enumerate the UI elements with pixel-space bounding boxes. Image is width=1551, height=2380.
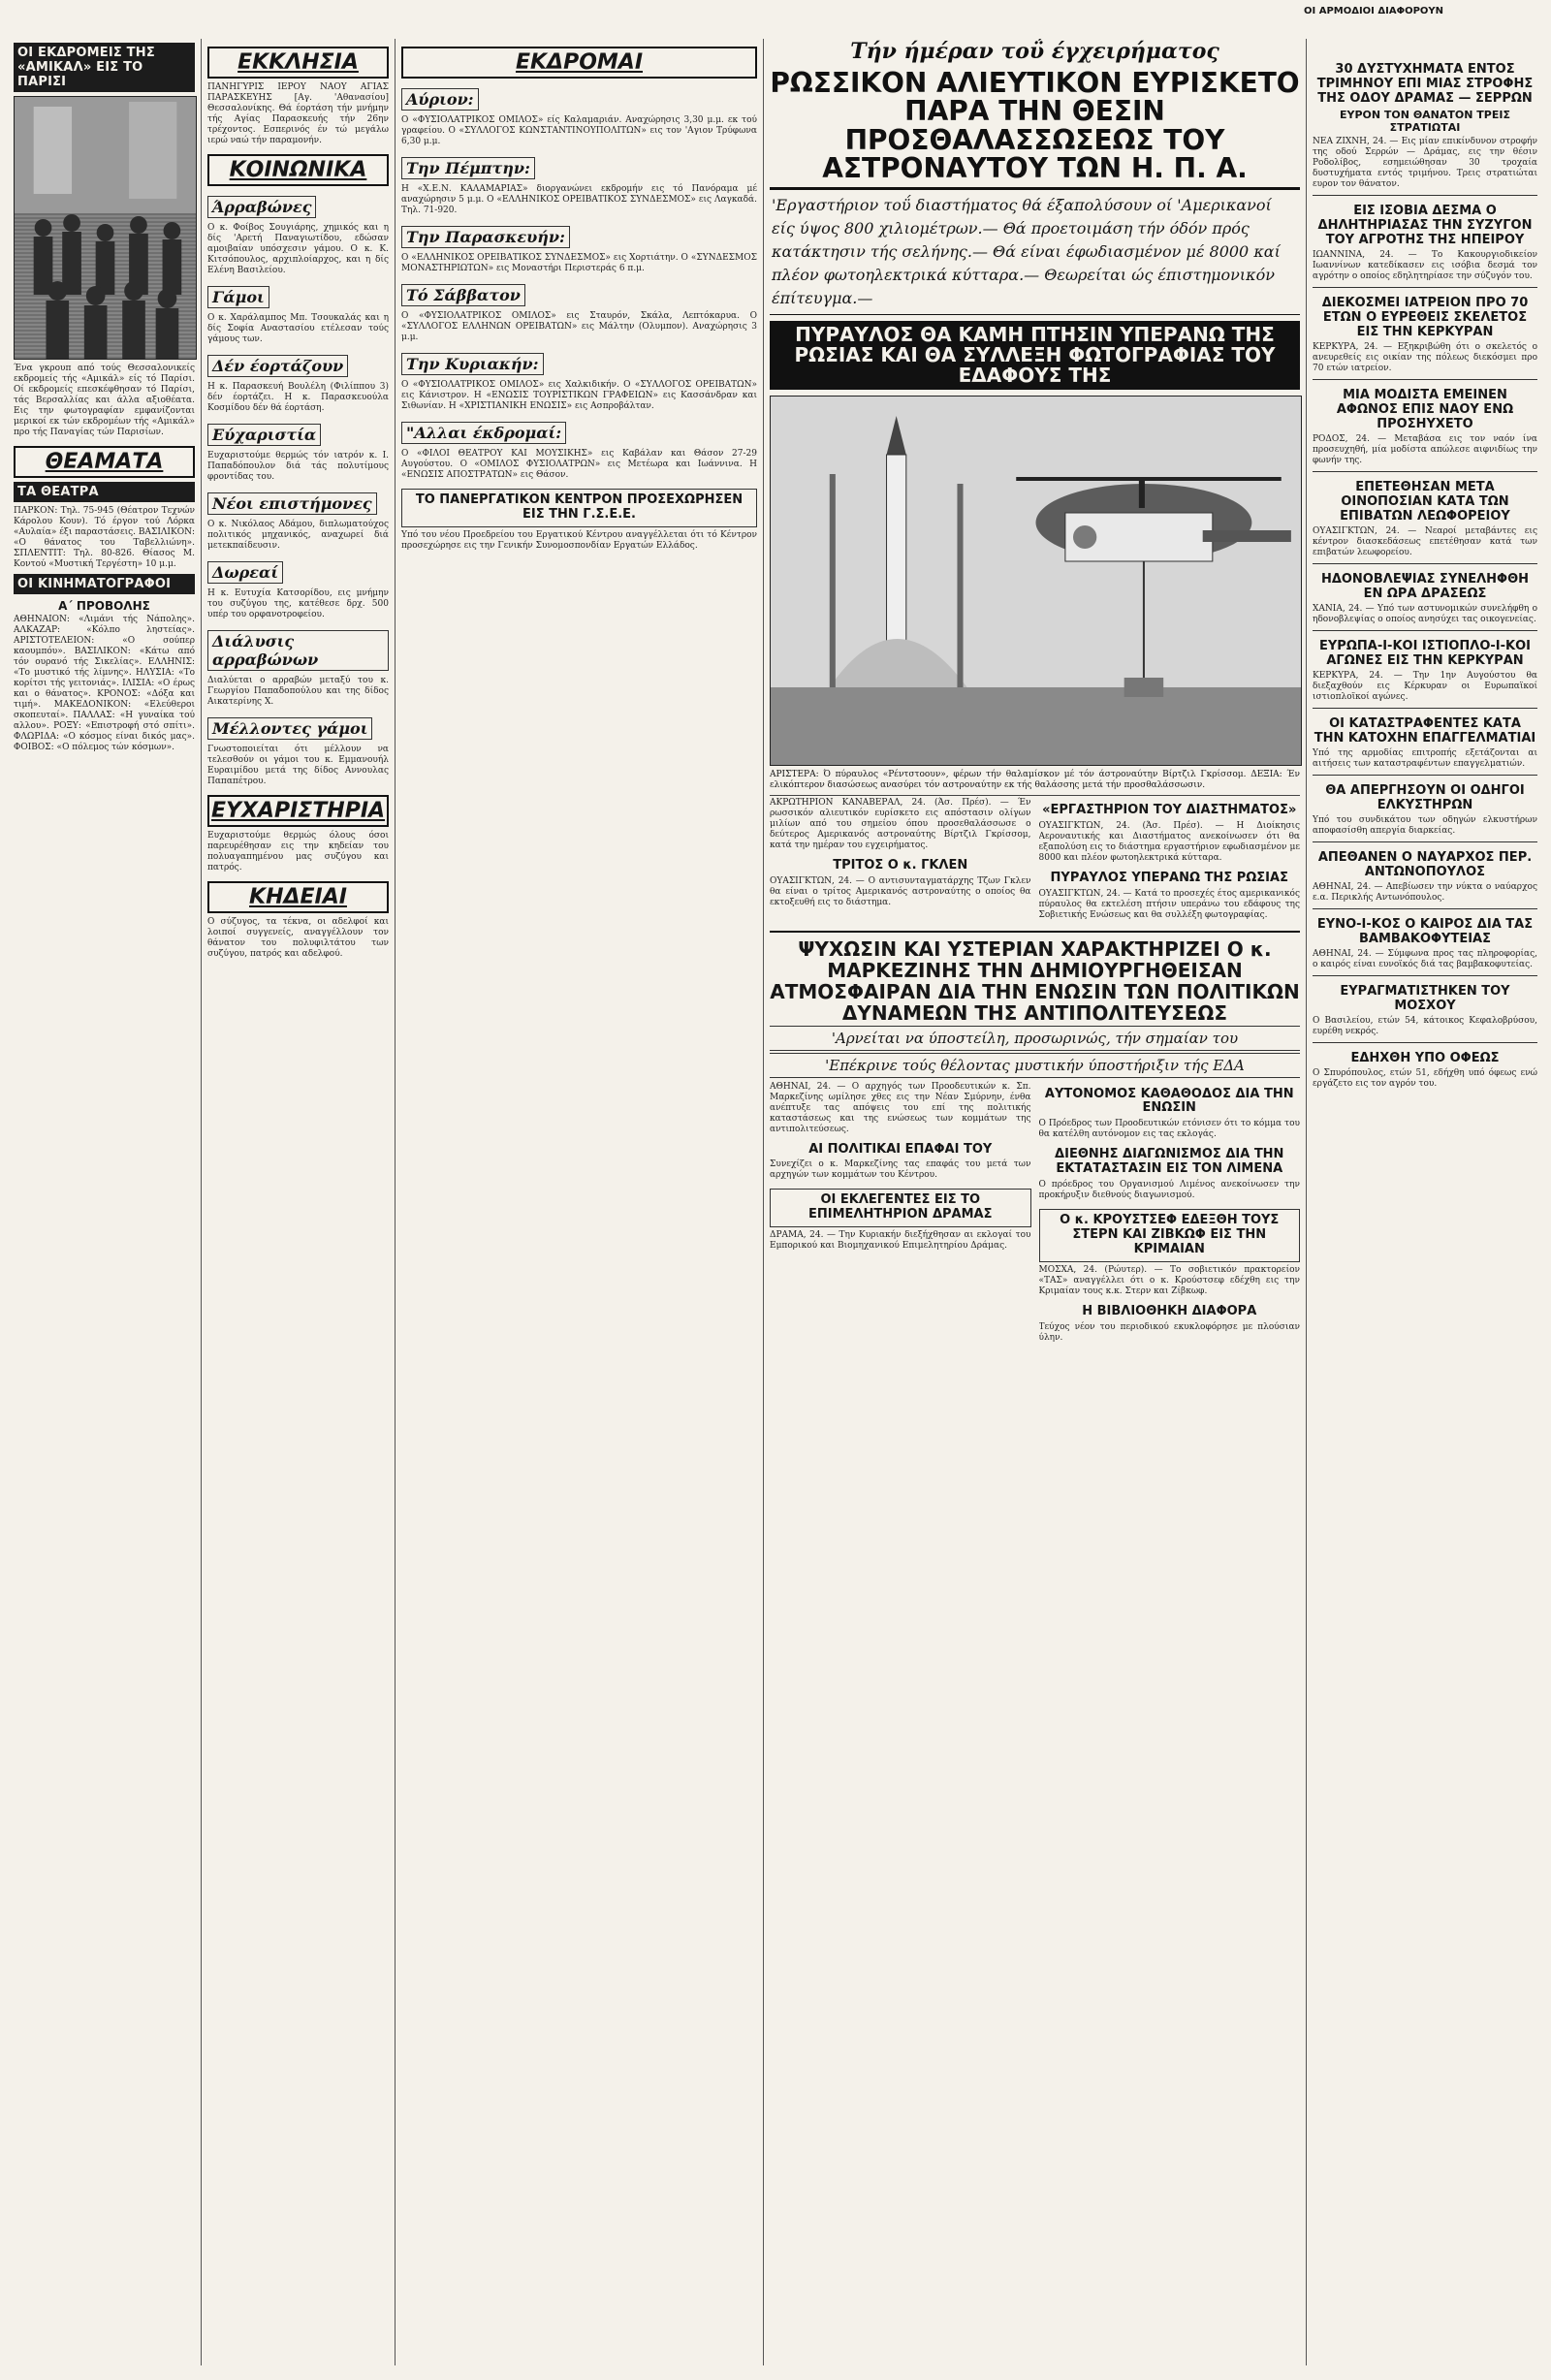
markezinis-deck-2: 'Επέκρινε τούς θέλοντας μυστικήν ύποστήριξιν τής ΕΔΑ [770,1053,1300,1078]
tomorrow-text: Ο «ΦΥΣΙΟΛΑΤΡΙΚΟΣ ΟΜΙΛΟΣ» είς Καλαμαριάν. Αναχώρησις 3,30 μ.μ. εκ τού γραφείου. Ο «ΣΥΛΛΟΓΟΣ ΚΩΝΣΤΑΝΤΙΝΟΥΠΟΛΙΤΩΝ» εις τον 'Αγιον Τρύφωνα 6,30 μ.μ. [401,115,757,146]
elected-chamber-story: ΔΡΑΜΑ, 24. — Την Κυριακήν διεξήχθησαν αι εκλογαί του Εμπορικού και Βιομηχανικού Επιμελητηρίου Δράμας. [770,1230,1031,1252]
column-2 [202,39,396,2365]
skeleton-story: ΚΕΡΚΥΡΑ, 24. — Εξηκριβώθη ότι ο σκελετός ο ανευρεθείς εις οικίαν της πόλεως διεκόσμει προ 70 ετών ιατρείον. [1313,342,1537,373]
tractor-strike-story: Υπό του συνδικάτου των οδηγών ελκυστήρων αποφασίσθη απεργία διαρκείας. [1313,815,1537,836]
new-scientists-text: Ο κ. Νικόλαος Αδάμου, διπλωματούχος πολιτικός μηχανικός, αναχωρεί διά μετεκπαίδευσιν. [207,520,389,551]
labour-centre-headline: ΤΟ ΠΑΝΕΡΓΑΤΙΚΟΝ ΚΕΝΤΡΟΝ ΠΡΟΣΕΧΩΡΗΣΕΝ ΕΙΣ ΤΗΝ Γ.Σ.Ε.Ε. [401,489,757,527]
column-5 [1307,39,1543,2365]
future-weddings-text: Γνωστοποιείται ότι μέλλουν να τελεσθούν οι γάμοι του κ. Εμμανουήλ Ευραιμίδου μετά της δίδος Αννουλας Παπαπέτρου. [207,745,389,786]
theamata-title: ΘΕΑΜΑΤΑ [14,446,195,478]
library-story: Τεύχος νέον του περιοδικού εκυκλοφόρησε με πλούσιαν ύλην. [1038,1322,1300,1344]
skeleton-headline: ΔΙΕΚΟΣΜΕΙ ΙΑΤΡΕΙΟΝ ΠΡΟ 70 ΕΤΩΝ Ο ΕΥΡΕΘΕΙΣ ΣΚΕΛΕΤΟΣ ΕΙΣ ΤΗΝ ΚΕΡΚΥΡΑΝ [1321,296,1529,339]
accidents-headline: 30 ΔΥΣΤΥΧΗΜΑΤΑ ΕΝΤΟΣ ΤΡΙΜΗΝΟΥ ΕΠΙ ΜΙΑΣ ΣΤΡΟΦΗΣ ΤΗΣ ΟΔΟΥ ΔΡΑΜΑΣ — ΣΕΡΡΩΝ [1316,62,1534,106]
snakebite-story: Ο Σπυρόπουλος, ετών 51, εδήχθη υπό όφεως ενώ εργάζετο εις τον αγρόν του. [1313,1068,1537,1089]
thanks-heading: Εύχαριστία [207,424,321,446]
political-contacts-headline: ΑΙ ΠΟΛΙΤΙΚΑΙ ΕΠΑΦΑΙ ΤΟΥ [808,1141,993,1157]
elected-chamber-headline: ΟΙ ΕΚΛΕΓΕΝΤΕΣ ΕΙΣ ΤΟ ΕΠΙΜΕΛΗΤΗΡΙΟΝ ΔΡΑΜΑΣ [770,1189,1031,1227]
donations-text: Η κ. Ευτυχία Κατσορίδου, εις μνήμην του συζύγου της, κατέθεσε δρχ. 500 υπέρ του ορφανοτροφείου. [207,588,389,619]
thursday-heading: Την Πέμπτην: [401,157,535,179]
engagements-text: Ο κ. Φοίβος Σουγιάρης, χημικός και η δίς 'Αρετή Παναγιωτίδου, εδώσαν αμοιβαίαν υπόσχεσιν γάμου. Ο κ. Κ. Κιτσόπουλος, αρχιπλοίαρχος, και η δίς Ελένη Βασιλείου. [207,223,389,275]
khrushchev-story: ΜΟΣΧΑ, 24. (Ρώυτερ). — Το σοβιετικόν πρακτορείον «ΤΑΣ» αναγγέλλει ότι ο κ. Κρούστσεφ εδέχθη εις την Κριμαίαν τους κ.κ. Στερν και Ζίβκωφ. [1038,1265,1300,1297]
accidents-subheadline: ΕΥΡΟΝ ΤΟΝ ΘΑΝΑΤΟΝ ΤΡΕΙΣ ΣΤΡΑΤΙΩΤΑΙ [1340,109,1510,134]
theatra-heading: ΤΑ ΘΕΑΤΡΑ [14,482,195,502]
cinemas-heading: ΟΙ ΚΙΝΗΜΑΤΟΓΡΑΦΟΙ [14,574,195,594]
professionals-headline: ΟΙ ΚΑΤΑΣΤΡΑΦΕΝΤΕΣ ΚΑΤΑ ΤΗΝ ΚΑΤΟΧΗΝ ΕΠΑΓΓΕΛΜΑΤΙΑΙ [1314,716,1536,746]
group-photo-illustration [15,97,196,359]
thursday-text: Η «Χ.Ε.Ν. ΚΑΛΑΜΑΡΙΑΣ» διοργανώνει εκδρομήν εις τό Πανόραμα μέ αναχώρησιν 5 μ.μ. Ο «ΕΛΛΗΝΙΚΟΣ ΟΡΕΙΒΑΤΙΚΟΣ ΣΥΝΔΕΣΜΟΣ» εις Λαγκαδά. Τηλ. 71-920. [401,184,757,215]
library-headline: Η ΒΙΒΛΙΟΘΗΚΗ ΔΙΑΦΟΡΑ [1082,1304,1257,1319]
new-scientists-heading: Νέοι επιστήμονες [207,492,377,515]
rocket-helicopter-photo [770,396,1302,766]
space-stories-row [770,796,1300,925]
rocket-over-russia-story: ΟΥΑΣΙΓΚΤΩΝ, 24. — Κατά το προσεχές έτος αμερικανικός πύραυλος θα εκτελέση πτήσιν υπεράνω του εδάφους της Σοβιετικής Ενώσεως και θα συλλέξη φωτογραφίας. [1038,888,1300,920]
weddings-heading: Γάμοι [207,286,269,308]
second-headline: ΠΥΡΑΥΛΟΣ ΘΑ ΚΑΜΗ ΠΤΗΣΙΝ ΥΠΕΡΑΝΩ ΤΗΣ ΡΩΣΙΑΣ ΚΑΙ ΘΑ ΣΥΛΛΕΞΗ ΦΩΤΟΓΡΑΦΙΑΣ ΤΟΥ ΕΔΑΦΟΥΣ ΤΗΣ [770,321,1300,390]
weather-headline: ΕΥΝΟ-Ι-ΚΟΣ Ο ΚΑΙΡΟΣ ΔΙΑ ΤΑΣ ΒΑΜΒΑΚΟΦΥΤΕΙΑΣ [1316,917,1534,946]
life-sentence-headline: ΕΙΣ ΙΣΟΒΙΑ ΔΕΣΜΑ Ο ΔΗΛΗΤΗΡΙΑΣΑΣ ΤΗΝ ΣΥΖΥΓΟΝ ΤΟΥ ΑΓΡΟΤΗΣ ΤΗΣ ΗΠΕΙΡΟΥ [1317,204,1533,247]
efxaristiria-text: Ευχαριστούμε θερμώς όλους όσοι παρευρέθησαν εις την κηδείαν του πολυαγαπημένου μας συζύγου και πατρός. [207,831,389,873]
rocket-helicopter-illustration [771,397,1301,765]
autonomous-story: Ο Πρόεδρος των Προοδευτικών ετόνισεν ότι το κόμμα του θα κατέλθη αυτόνομον εις τας εκλογάς. [1038,1119,1300,1140]
friday-heading: Την Παρασκευήν: [401,226,570,248]
weddings-text: Ο κ. Χαράλαμπος Μπ. Τσουκαλάς και η δίς Σοφία Αναστασίου ετέλεσαν τούς γάμους των. [207,313,389,344]
theatra-listing: ΠΑΡΚΟΝ: Τηλ. 75-945 (Θέατρον Τεχνών Κάρολου Κουν). Τό έργον τού Λόρκα «Αυλαία» έξι παραστάσεις. ΒΑΣΙΛΙΚΟΝ: «Ο θάνατος του Ταβελλιώνη». ΣΠΛΕΝΤΙΤ: Τηλ. 80-826. Θίασος Μ. Κοντού «Μυστική Τεργέστη» 10 μ.μ. [14,506,195,569]
engagements-heading: Άρραβώνες [207,196,316,218]
markezinis-deck-1: 'Αρνείται να ύποστείλη, προσωρινώς, τήν σημαίαν του [770,1026,1300,1051]
koinonika-title: ΚΟΙΝΩΝΙΚΑ [207,154,389,186]
political-contacts-story: Συνεχίζει ο κ. Μαρκεζίνης τας επαφάς του μετά των αρχηγών των κομμάτων του Κέντρου. [770,1159,1031,1181]
tomorrow-heading: Αύριον: [401,88,479,111]
moschos-headline: ΕΥΡΑΓΜΑΤΙΣΤΗΚΕΝ ΤΟΥ ΜΟΣΧΟΥ [1340,984,1510,1013]
newspaper-page [8,39,1543,2365]
professionals-story: Υπό της αρμοδίας επιτροπής εξετάζονται αι αιτήσεις των καταστραφέντων επαγγελματιών. [1313,748,1537,769]
main-headline: ΡΩΣΣΙΚΟΝ ΑΛΙΕΥΤΙΚΟΝ ΕΥΡΙΣΚΕΤΟ ΠΑΡΑ ΤΗΝ ΘΕΣΙΝ ΠΡΟΣΘΑΛΑΣΣΩΣΕΩΣ ΤΟΥ ΑΣΤΡΟΝΑΥΤΟΥ ΤΩΝ Η. Π. Α. [770,69,1300,190]
sunday-heading: Την Κυριακήν: [401,353,544,375]
sailing-story: ΚΕΡΚΥΡΑ, 24. — Την 1ην Αυγούστου θα διεξαχθούν εις Κέρκυραν οι Ευρωπαϊκοί ιστιοπλοϊκοί αγώνες. [1313,671,1537,702]
labour-centre-text: Υπό του νέου Προεδρείου του Εργατικού Κέντρου αναγγέλλεται ότι τό Κέντρον προσεχώρησε εις την Γενικήν Συνομοσπονδίαν Εργατών Ελλάδος. [401,529,757,551]
bus-attack-headline: ΕΠΕΤΕΘΗΣΑΝ ΜΕΤΑ ΟΙΝΟΠΟΣΙΑΝ ΚΑΤΑ ΤΩΝ ΕΠΙΒΑΤΩΝ ΛΕΩΦΟΡΕΙΟΥ [1340,480,1510,524]
seamstress-headline: ΜΙΑ ΜΟΔΙΣΤΑ ΕΜΕΙΝΕΝ ΑΦΩΝΟΣ ΕΠΙΣ ΝΑΟΥ ΕΝΩ ΠΡΟΣΗΥΧΕΤΟ [1336,388,1514,431]
life-sentence-story: ΙΩΑΝΝΙΝΑ, 24. — Το Κακουργιοδικείον Ιωαννίνων κατεδίκασεν εις ισόβια δεσμά τον αγρότην ο οποίος εδηλητηρίασε την σύζυγόν του. [1313,250,1537,281]
weather-story: ΑΘΗΝΑΙ, 24. — Σύμφωνα προς τας πληροφορίας, ο καιρός είναι ευνοϊκός διά τας βαμβακοφυτείας. [1313,949,1537,969]
moschos-story: Ο Βασιλείου, ετών 54, κάτοικος Κεφαλοβρύσου, ευρέθη νεκρός. [1313,1016,1537,1036]
saturday-heading: Τό Σάββατον [401,284,525,306]
rocket-over-russia-headline: ΠΥΡΑΥΛΟΣ ΥΠΕΡΑΝΩ ΤΗΣ ΡΩΣΙΑΣ [1050,870,1288,885]
space-lab-headline: «ΕΡΓΑΣΤΗΡΙΟΝ ΤΟΥ ΔΙΑΣΤΗΜΑΤΟΣ» [1042,802,1297,817]
funerals-text: Ο σύζυγος, τα τέκνα, οι αδελφοί και λοιποί συγγενείς, αναγγέλλουν τον θάνατον του πολυφιλτάτου των συζύγου, πατρός και αδελφού. [207,917,389,959]
harbour-tender-story: Ο πρόεδρος του Οργανισμού Λιμένος ανεκοίνωσεν την προκήρυξιν διεθνούς διαγωνισμού. [1038,1180,1300,1201]
canaveral-story: ΑΚΡΩΤΗΡΙΟΝ ΚΑΝΑΒΕΡΑΛ, 24. (Άσ. Πρέσ). — Έν ρωσσικόν αλιευτικόν ευρίσκετο εις απόστασιν ολίγων μιλίων από του σημείου όπου προσεθαλάσσωσε ο δεύτερος Αμερικανός αστροναύτης Βίρτζιλ Γκρίσσομ, κατά την ημέραν του εγχειρήματος. [770,797,1031,850]
admiral-story: ΑΘΗΝΑΙ, 24. — Απεβίωσεν την νύκτα ο ναύαρχος ε.α. Περικλής Αντωνόπουλος. [1313,882,1537,903]
sailing-headline: ΕΥΡΩΠΑ-Ι-ΚΟΙ ΙΣΤΙΟΠΛΟ-Ι-ΚΟΙ ΑΓΩΝΕΣ ΕΙΣ ΤΗΝ ΚΕΡΚΥΡΑΝ [1319,639,1531,668]
future-weddings-heading: Μέλλοντες γάμοι [207,717,372,740]
rocket-photo-caption: ΑΡΙΣΤΕΡΑ: Ό πύραυλος «Ρέντστοουν», φέρων τήν θαλαμίσκον μέ τόν άστροναύτην Βίρτζιλ Γκρίσσομ. ΔΕΞΙΑ: Έν ελικόπτερον διασώσεως ανασύρει τόν αστροναύτην εκ τής θαλάσσης μετά τήν προσθαλάσσωσιν. [770,770,1300,796]
photo-headline: ΟΙ ΕΚΔΡΟΜΕΙΣ ΤΗΣ «ΑΜΙΚΑΛ» ΕΙΣ ΤΟ ΠΑΡΙΣΙ [14,43,195,92]
space-lab-story: ΟΥΑΣΙΓΚΤΩΝ, 24. (Άσ. Πρέσ). — Η Διοίκησις Αεροναυτικής και Διαστήματος ανεκοίνωσεν ότι θα εξαπολύση εις το διάστημα εργαστήριον εφωδιασμένον με 8000 και πλέον φωτοηλεκτρικά κύτταρα. [1038,820,1300,863]
accidents-story: ΝΕΑ ΖΙΧΝΗ, 24. — Εις μίαν επικίνδυνον στροφήν της οδού Σερρών — Δράμας, εις την θέσιν Ροδολίβος, εσημειώθησαν 30 τροχαία δυστυχήματα εντός τριμήνου. Τρεις στρατιώται ευρον τον θάνατον. [1313,137,1537,189]
column-3 [396,39,764,2365]
ekklisia-text: ΠΑΝΗΓΥΡΙΣ ΙΕΡΟΥ ΝΑΟΥ ΑΓΙΑΣ ΠΑΡΑΣΚΕΥΗΣ [Αγ. 'Αθανασίου] Θεσσαλονίκης. Θά έορτάση τήν μνήμην τής Αγίας Παρασκευής τήν 26ην τρέχοντος. Εσπερινός έν τώ μεγάλω ιερώ ναώ τήν παραμονήν. [207,82,389,145]
broken-engagement-heading: Διάλυσις αρραβώνων [207,630,389,671]
politics-row [770,1080,1300,1349]
autonomous-headline: ΑΥΤΟΝΟΜΟΣ ΚΑΘΑΘΟΔΟΣ ΔΙΑ ΤΗΝ ΕΝΩΣΙΝ [1044,1086,1294,1116]
cinemas-listing: ΑΘΗΝΑΙΟΝ: «Λιμάνι τής Νάπολης». ΑΛΚΑΖΑΡ: «Κόλπο ληστείας». ΑΡΙΣΤΟΤΕΛΕΙΟΝ: «Ο σούπερ καουμπόυ». ΒΑΣΙΛΙΚΟΝ: «Κάτω από τόν ουρανό τής Σικελίας». ΕΛΛΗΝΙΣ: «Το μυστικό τής λίμνης». ΗΛΥΣΙΑ: «Το κορίτσι τής γειτονιάς». ΙΛΙΣΙΑ: «Ο έρως και ο θάνατος». ΚΡΟΝΟΣ: «Δόξα και τιμή». ΜΑΚΕΔΟΝΙΚΟΝ: «Ελεύθεροι σκοπευταί». ΠΑΛΛΑΣ: «Η γυναίκα τού αλλου». ΡΟΞΥ: «Επιστροφή στό σπίτι». ΦΛΩΡΙΔΑ: «Ο κόσμος είναι δικός μας». ΦΟΙΒΟΣ: «Ο πόλεμος τών κόσμων». [14,615,195,752]
voyeur-story: ΧΑΝΙΑ, 24. — Υπό των αστυνομικών συνελήφθη ο ηδονοβλεψίας ο οποίος ανησύχει τας οικογενείας. [1313,604,1537,624]
other-excursions-text: Ο «ΦΙΛΟΙ ΘΕΑΤΡΟΥ ΚΑΙ ΜΟΥΣΙΚΗΣ» εις Καβάλαν και Θάσον 27-29 Αυγούστου. Ο «ΟΜΙΛΟΣ ΦΥΣΙΟΛΑΤΡΩΝ» εις Μετέωρα και Ιωάννινα. Η «ΕΝΩΣΙΣ ΑΠΟΣΤΡΑΤΩΝ» εις Θάσον. [401,449,757,480]
excursion-photo [14,96,197,360]
harbour-tender-headline: ΔΙΕΘΝΗΣ ΔΙΑΓΩΝΙΣΜΟΣ ΔΙΑ ΤΗΝ ΕΚΤΑΤΑΣΤΑΣΙΝ ΕΙΣ ΤΟΝ ΛΙΜΕΝΑ [1055,1147,1284,1177]
kicker: Τήν ήμέραν τοΰ έγχειρήματος [850,39,1219,64]
thanks-text: Ευχαριστούμε θερμώς τόν ιατρόν κ. Ι. Παπαδόπουλον διά τάς πολυτίμους φροντίδας του. [207,451,389,482]
seamstress-story: ΡΟΔΟΣ, 24. — Μεταβάσα εις τον ναόν ίνα προσευχηθή, μία μοδίστα απώλεσε αιφνιδίως την φωνήν της. [1313,434,1537,465]
glenn-story: ΟΥΑΣΙΓΚΤΩΝ, 24. — Ο αντισυνταγματάρχης Τζων Γκλεν θα είναι ο τρίτος Αμερικανός αστροναύτης ο οποίος θα εκτοξευθή εις το διάστημα. [770,875,1031,907]
column-4 [764,39,1307,2365]
excursions-title: ΕΚΔΡΟΜΑΙ [401,47,757,79]
efxaristiria-title: ΕΥΧΑΡΙΣΤΗΡΙΑ [207,795,389,827]
cinemas-subheading: Α΄ ΠΡΟΒΟΛΗΣ [58,599,150,613]
main-deck: 'Εργαστήριον τοΰ διαστήματος θά έξαπολύσουν οί 'Αμερικανοί είς ύψος 800 χιλιομέτρων.— Θά προετοιμάση τήν όδόν πρός κατάκτησιν τής σελήνης.— Θά είναι έφωδιασμένον μέ 8000 καί πλέον φωτοηλεκτρικά κύτταρα.— Θεωρείται ώς έπιστημονικόν έπίτευγμα.— [770,190,1300,315]
masthead-label: ΟΙ ΑΡΜΟΔΙΟΙ ΔΙΑΦΟΡΟΥΝ [1304,6,1444,16]
glenn-headline: ΤΡΙΤΟΣ Ο κ. ΓΚΛΕΝ [833,857,968,873]
friday-text: Ο «ΕΛΛΗΝΙΚΟΣ ΟΡΕΙΒΑΤΙΚΟΣ ΣΥΝΔΕΣΜΟΣ» εις Χορτιάτην. Ο «ΣΥΝΔΕΣΜΟΣ ΜΟΝΑΣΤΗΡΙΩΤΩΝ» εις Μοναστήρι Περιστεράς 6 π.μ. [401,253,757,273]
nameday-heading: Δέν έορτάζουν [207,355,348,377]
voyeur-headline: ΗΔΟΝΟΒΛΕΨΙΑΣ ΣΥΝΕΛΗΦΘΗ ΕΝ ΩΡΑ ΔΡΑΣΕΩΣ [1320,572,1530,601]
other-excursions-heading: "Αλλαι έκδρομαί: [401,422,566,444]
nameday-text: Η κ. Παρασκευή Βουλέλη (Φιλίππου 3) δέν έορτάζει. Η κ. Παρασκευούλα Κοσμίδου δέν θά έορτάση. [207,382,389,413]
admiral-headline: ΑΠΕΘΑΝΕΝ Ο ΝΑΥΑΡΧΟΣ ΠΕΡ. ΑΝΤΩΝΟΠΟΥΛΟΣ [1317,850,1533,879]
saturday-text: Ο «ΦΥΣΙΟΛΑΤΡΙΚΟΣ ΟΜΙΛΟΣ» εις Σταυρόν, Σκάλα, Λεπτόκαρυα. Ο «ΣΥΛΛΟΓΟΣ ΕΛΛΗΝΩΝ ΟΡΕΙΒΑΤΩΝ» εις Μάλτην (Ολυμπον). Αναχώρησις 3 μ.μ. [401,311,757,342]
funerals-title: ΚΗΔΕΙΑΙ [207,881,389,913]
markezinis-story: ΑΘΗΝΑΙ, 24. — Ο αρχηγός των Προοδευτικών κ. Σπ. Μαρκεζίνης ωμίλησε χθες εις την Νέαν Σμύρνην, ένθα ανέπτυξε τας απόψεις του επί της πολιτικής καταστάσεως και της ενώσεως των κομμάτων της αντιπολιτεύσεως. [770,1081,1031,1134]
donations-heading: Δωρεαί [207,561,283,584]
sunday-text: Ο «ΦΥΣΙΟΛΑΤΡΙΚΟΣ ΟΜΙΛΟΣ» εις Χαλκιδικήν. Ο «ΣΥΛΛΟΓΟΣ ΟΡΕΙΒΑΤΩΝ» εις Κάνιστρον. Η «ΕΝΩΣΙΣ ΤΟΥΡΙΣΤΙΚΩΝ ΓΡΑΦΕΙΩΝ» εις Κασσάνδραν και Σιθωνίαν. Η «ΧΡΙΣΤΙΑΝΙΚΗ ΕΝΩΣΙΣ» εις Ασπροβάλταν. [401,380,757,411]
photo-caption: Ένα γκρουπ από τούς Θεσσαλονικείς εκδρομείς τής «Αμικάλ» είς τό Παρίσι. Οί εκδρομείς επεσκέφθησαν τό Παρίσι, τάς Βερσαλλίας και άλλα αξιοθέατα. Εις την φωτογραφίαν εμφανίζονται μερικοί εκ τών εκδρομέων τής «Αμικάλ» προ τής Παναγίας τών Παρισίων. [14,364,195,437]
column-1 [8,39,202,2365]
bus-attack-story: ΟΥΑΣΙΓΚΤΩΝ, 24. — Νεαροί μεταβάντες εις κέντρον διασκεδάσεως επετέθησαν κατά των επιβατών λεωφορείου. [1313,526,1537,557]
ekklisia-title: ΕΚΚΛΗΣΙΑ [207,47,389,79]
markezinis-headline: ΨΥΧΩΣΙΝ ΚΑΙ ΥΣΤΕΡΙΑΝ ΧΑΡΑΚΤΗΡΙΖΕΙ Ο κ. ΜΑΡΚΕΖΙΝΗΣ ΤΗΝ ΔΗΜΙΟΥΡΓΗΘΕΙΣΑΝ ΑΤΜΟΣΦΑΙΡΑΝ ΔΙΑ ΤΗΝ ΕΝΩΣΙΝ ΤΩΝ ΠΟΛΙΤΙΚΩΝ ΔΥΝΑΜΕΩΝ ΤΗΣ ΑΝΤΙΠΟΛΙΤΕΥΣΕΩΣ [770,931,1300,1024]
broken-engagement-text: Διαλύεται ο αρραβών μεταξύ του κ. Γεωργίου Παπαδοπούλου και της δίδος Αικατερίνης Χ. [207,676,389,707]
khrushchev-headline: Ο κ. ΚΡΟΥΣΤΣΕΦ ΕΔΕΞΘΗ ΤΟΥΣ ΣΤΕΡΝ ΚΑΙ ΖΙΒΚΩΦ ΕΙΣ ΤΗΝ ΚΡΙΜΑΙΑΝ [1039,1209,1301,1262]
tractor-strike-headline: ΘΑ ΑΠΕΡΓΗΣΟΥΝ ΟΙ ΟΔΗΓΟΙ ΕΛΚΥΣΤΗΡΩΝ [1325,783,1525,812]
snakebite-headline: ΕΔΗΧΘΗ ΥΠΟ ΟΦΕΩΣ [1350,1051,1500,1065]
